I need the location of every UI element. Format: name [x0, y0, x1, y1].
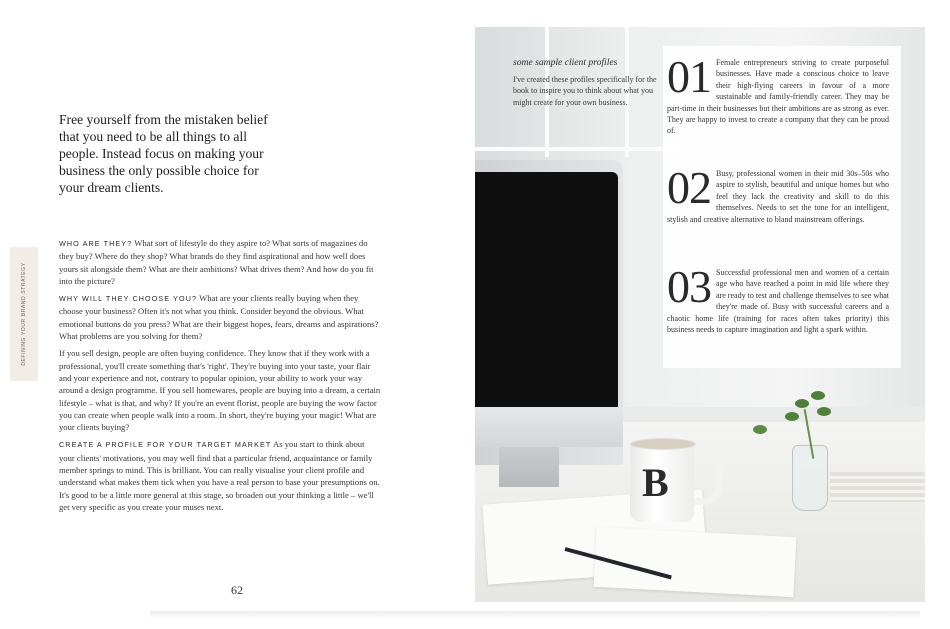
paragraph-why-choose-you — [59, 292, 381, 342]
profile-03 — [667, 261, 889, 335]
sample-title: some sample client profiles — [513, 57, 618, 68]
leaf — [753, 425, 767, 434]
profile-02 — [667, 162, 889, 225]
monitor-screen — [475, 172, 618, 407]
leaf — [785, 412, 799, 421]
sample-intro: I've created these profiles specifically for the book to inspire you to think about what you might create for your own business. — [513, 75, 657, 107]
paragraph-lead: WHY WILL THEY CHOOSE YOU? — [59, 294, 198, 304]
sample-profiles-intro — [513, 57, 661, 108]
book-stack — [830, 472, 925, 502]
profile-text: Busy, professional women in their mid 30s–50s who aspire to stylish, beautiful and unique homes but who feel they lack the creativity and skill to do this themselves. Needs to set the tone for an intelligent, stylish and creative alternative to bland mainstream offerings. — [667, 169, 889, 224]
spine-label: DEFINING YOUR BRAND STRATEGY — [21, 262, 27, 366]
page-number: 62 — [231, 583, 243, 597]
paragraph-create-profile — [59, 438, 381, 513]
glass-vase — [792, 445, 828, 511]
profile-text: Successful professional men and women of a certain age who have reached a point in mid life where they are ready to test and challenge themselves to see what they're made of. Busy with successful careers and a chaotic home life (training for races often takes priority) this business needs to capture imagination and light a spark within. — [667, 268, 889, 335]
paragraph-who-are-they — [59, 237, 381, 287]
paragraph-lead: WHO ARE THEY? — [59, 239, 133, 248]
mug-letter: B — [642, 460, 669, 505]
pull-quote: Free yourself from the mistaken belief that you need to be all things to all people. Instead focus on making your business the only possible choice for your dream clients. — [59, 112, 268, 195]
paragraph-text: What are your clients really buying when they choose your business? Often it's not what you think. Consider beyond the obvious. What emotional buttons do you press? What are their biggest hopes, fears, dreams and aspirations? What problems are you solving for them? — [59, 293, 379, 342]
mug-rim — [630, 438, 696, 450]
monitor-chin — [475, 407, 623, 447]
leaf — [795, 399, 809, 408]
page-shadow — [150, 611, 920, 619]
profile-number: 01 — [667, 51, 711, 102]
paragraph-text: As you start to think about your clients' motivations, you may well find that a particular friend, acquaintance or family member springs to mind. This is brilliant. You can really visualise your client profile and understand what makes them tick when you have a real person to base your presumptions on. It's good to be a little more general at this stage, so broaden out your thinking a little – we'll get very specific as you create your muses next. — [59, 439, 380, 512]
profile-text: Female entrepreneurs striving to create purposeful businesses. Have made a conscious choice to leave their high-flying careers in favour of a more sustainable and family-friendly career. They may be part-time in their businesses but their ambitions are as strong as ever. They are happy to invest to create a company that they can be proud of. — [667, 58, 889, 136]
profile-number: 03 — [667, 261, 711, 312]
paragraph-text: If you sell design, people are often buying confidence. They know that if they work with a professional, you'll create something that's 'right'. They're buying into your taste, your flair and your experience and not, contrary to popular opinion, your ability to work your way around a design programme. If you sell homewares, people are buying into a dream, a certain lifestyle – what is that, and why? If you're an event florist, people are buying the wow factor you can create when people walk into a room. In short, they're buying your magic! What are your clients buying? — [59, 348, 381, 433]
window-frame — [475, 147, 685, 151]
section-spine-tab — [10, 247, 38, 381]
leaf — [811, 391, 825, 400]
body-copy — [59, 237, 381, 518]
paragraph-lead: CREATE A PROFILE FOR YOUR TARGET MARKET — [59, 440, 272, 450]
profile-01 — [667, 51, 889, 137]
monitor-stand — [499, 447, 559, 487]
paragraph-text: What sort of lifestyle do they aspire to? What sorts of magazines do they buy? Where do they shop? What brands do they find aspirational and how well does yours sit alongside them? What are their ambitions? What drives them? And how do you fit into the picture? — [59, 238, 374, 286]
paragraph-buying-confidence — [59, 347, 381, 433]
leaf — [817, 407, 831, 416]
profile-number: 02 — [667, 162, 711, 213]
